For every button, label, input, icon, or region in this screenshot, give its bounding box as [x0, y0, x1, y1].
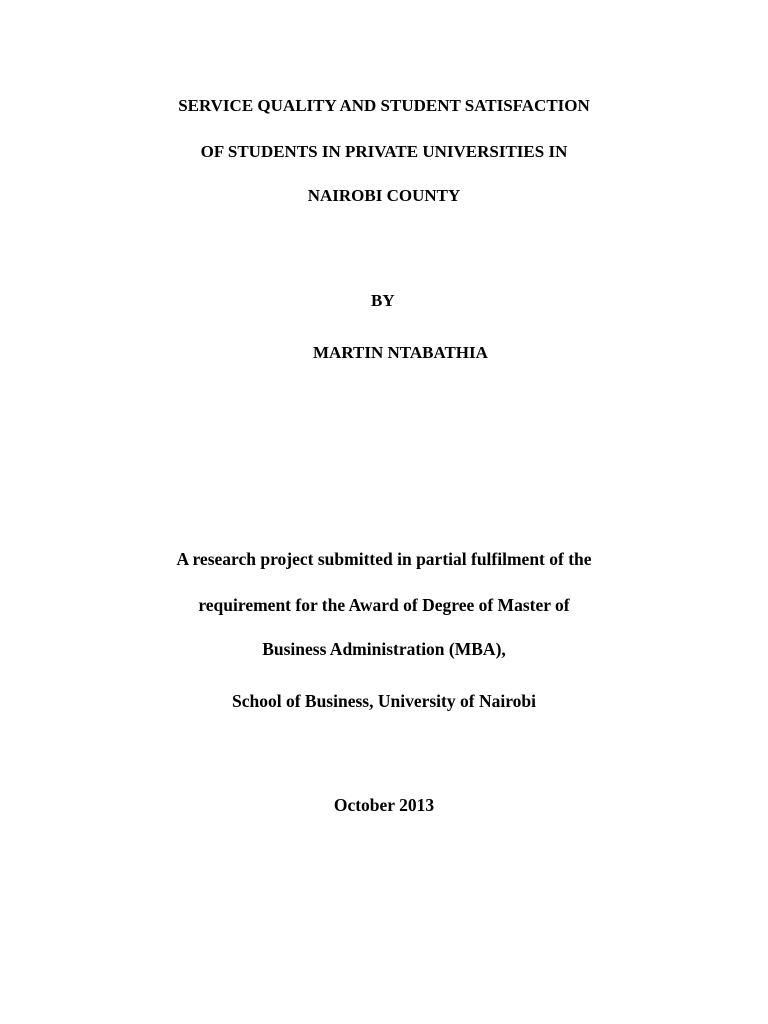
submission-line-4: School of Business, University of Nairobi [231, 691, 536, 711]
title-line-1: SERVICE QUALITY AND STUDENT SATISFACTION [178, 96, 590, 115]
submission-line-1: A research project submitted in partial fulfilment of the [176, 549, 592, 569]
title-line-2: OF STUDENTS IN PRIVATE UNIVERSITIES IN [200, 142, 568, 161]
submission-line-3: Business Administration (MBA), [262, 639, 506, 659]
title-line-3: NAIROBI COUNTY [307, 186, 461, 205]
author-name: MARTIN NTABATHIA [313, 343, 488, 362]
submission-date: October 2013 [333, 795, 435, 815]
submission-line-2: requirement for the Award of Degree of Master of [198, 595, 570, 615]
by-label: BY [371, 291, 395, 310]
